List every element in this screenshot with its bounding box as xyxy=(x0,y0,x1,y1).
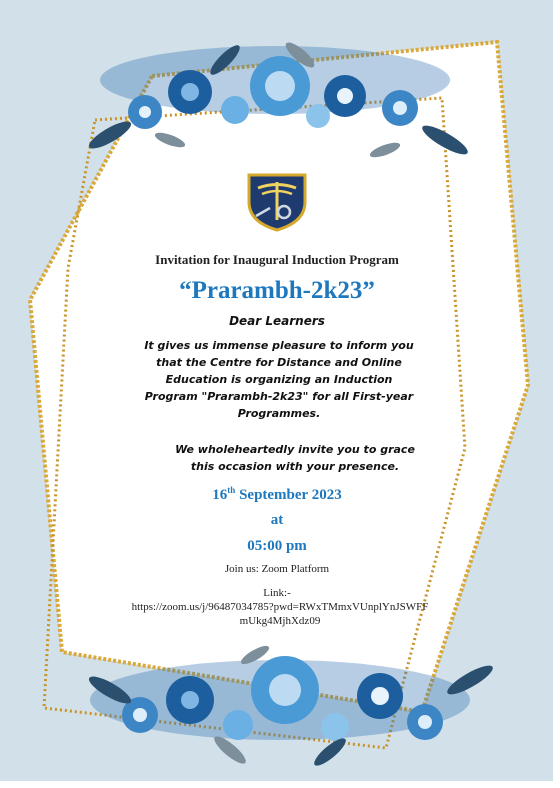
event-at: at xyxy=(270,512,284,528)
institution-crest-icon xyxy=(246,172,308,232)
event-date-suffix: th xyxy=(227,485,236,495)
event-date xyxy=(40,485,514,504)
greeting: Dear Learners xyxy=(229,314,325,328)
meeting-link[interactable]: https://zoom.us/j/96487034785?pwd=RWxTMmxVUnplYnJSWFFmUkg4MjhXdz09 xyxy=(131,601,429,627)
event-date-rest: September 2023 xyxy=(235,487,342,503)
page-edge-right xyxy=(553,0,560,788)
event-date-day: 16 xyxy=(212,487,228,503)
event-time: 05:00 pm xyxy=(247,538,307,554)
join-platform: Join us: Zoom Platform xyxy=(224,563,330,575)
page-edge-bottom xyxy=(0,781,560,788)
event-title: “Prarambh-2k23” xyxy=(179,277,375,304)
invitation-paragraph-2: We wholeheartedly invite you to grace this occasion with your presence. xyxy=(175,443,415,473)
invitation-heading: Invitation for Inaugural Induction Program xyxy=(155,252,399,267)
link-label: Link:- xyxy=(263,587,291,599)
invitation-paragraph: It gives us immense pleasure to inform you that the Centre for Distance and Online Education is organizing an Induction Program "Prarambh-2k23" for all First-year Programmes. xyxy=(144,339,414,420)
